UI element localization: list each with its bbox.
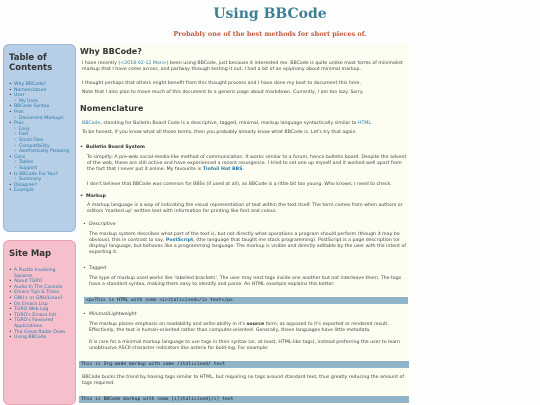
toc-item[interactable]: ◦ Tables (7, 160, 72, 166)
sitemap-item[interactable]: • A Puzzle Involving Squares (7, 268, 72, 279)
toc-item[interactable]: ◦ Compatibility (7, 144, 72, 150)
code-block-html: <p>This is HTML with some <i>italicised</i> text</p> (84, 297, 408, 304)
toc-item[interactable]: • Pros (7, 110, 72, 116)
minimal-paragraph-1 (89, 322, 407, 334)
sitemap-item[interactable]: • On Emacs Lisp (7, 302, 72, 308)
why-paragraph-2: I thought perhaps that others might benefit from this thought process and I have done my best to document this here. (82, 81, 361, 86)
text: . (371, 121, 373, 126)
sitemap-item[interactable]: • The Great Radar Oven (7, 330, 72, 336)
text: The markup system describes what part of the text is, but not directly what operations a program should perform (though it may be obvious), this in contrast to say, (89, 232, 400, 243)
sitemap-item[interactable]: • Emacs Tips & Tricks (7, 290, 72, 296)
site-map (3, 240, 76, 405)
toc-item[interactable]: ◦ Fast (7, 132, 72, 138)
sitemap-item[interactable]: • TGRO's Emacs Init (7, 313, 72, 319)
heading-why-bbcode: Why BBCode? (80, 47, 142, 56)
text: , standing for Bulletin Board Code is a descriptive, tagged, minimal, markup language syntactically similar to (100, 121, 358, 126)
bbs-paragraph-2: I don't believe that BBCode was common for BBSs (if used at all), as BBCode is a little bit too young. Who knows; I need to check. (87, 182, 392, 187)
why-paragraph-3: Note that I also plan to move much of this document to a generic page about markdown. Currently, I am too lazy. Sorry. (82, 90, 364, 95)
minimal-paragraph-2: It is rare for a minimal markup language to use tags in their syntax (or, at least, HTML-like tags), instead preferring the user to learn unobtrusive ASCII-character indicators like asterix for bold-ing. For example: (89, 340, 400, 351)
text: , (the language that taught me stack programming). PostScript is a page description (or display) language, but behaves like a programming language. The markup is visible and directly editable by the user with the intent of exporting it. (89, 238, 406, 255)
toc-heading: Table of Contents (9, 53, 53, 73)
postscript-link[interactable]: PostScript (165, 238, 194, 243)
sitemap-item[interactable]: • About TGRO (7, 279, 72, 285)
nom-paragraph-2: To be honest, if you know what all those terms, then you probably already know what BBCode is. Let's try that again. (82, 130, 357, 135)
term-minimal: • Minimal/Lightweight (89, 312, 136, 318)
toc-item[interactable]: • Disagree? (7, 183, 72, 189)
page-subtitle: Probably one of the best methods for short pieces of. (173, 30, 367, 38)
bbs-paragraph-1 (87, 155, 407, 173)
sitemap-list (7, 268, 72, 341)
markup-paragraph: A markup language is a way of indicating the visual representation of text within the text itself. The term comes from when authors or editors 'marked up' written text with information for printing like font and colour. (87, 203, 403, 214)
sitemap-item[interactable]: • TGRO's Favoured Applications (7, 318, 72, 329)
tagged-paragraph: The type of markup used works like 'labelled brackets'. The user may nest tags inside one another but not interleave them. The tags have a standard syntax, making them easy to identify and parse. An HTML example explains this better: (89, 276, 402, 287)
toc-item[interactable]: ◦ Easy (7, 127, 72, 133)
toc-list (7, 82, 72, 194)
term-descriptive: • Descriptive (89, 222, 116, 228)
term-tagged: • Tagged (89, 266, 106, 272)
toc-item[interactable]: • Pros (7, 121, 72, 127)
term-bbs: • Bulletin Board System (86, 145, 145, 151)
text: source (246, 322, 265, 327)
bbcode-paragraph: BBCode bucks the trend by having tags similar to HTML, but requiring no tags around standard text, thus greatly reducing the amount of tags required. (82, 375, 405, 386)
tinfoil-link[interactable]: Tinfoil Hat BBS (202, 167, 243, 172)
date-link[interactable]: <2018-02-12 Mon> (120, 61, 167, 66)
sitemap-item[interactable]: • Audio In The Console (7, 285, 72, 291)
toc-item[interactable]: ◦ Summary (7, 177, 72, 183)
text: . (242, 167, 244, 172)
page-title: Using BBCode (213, 6, 327, 22)
text: form, as opposed to it's exported or rendered result. Effectively, the text is human-oriented rather than computer-oriented. Generally, these languages have little metadata. (89, 322, 389, 333)
sitemap-item[interactable]: • Using BBCode (7, 335, 72, 341)
bbcode-link[interactable]: BBCode (82, 121, 101, 126)
toc-item[interactable]: ◦ Aesthetically Pleasing (7, 149, 72, 155)
text: To simplify: A pre-web social-media-like method of communication. It works similar to a forum, hence bulletin board. Despite the advent of the web, these are still active and have experienced a recent resurgence. I tried to set one up myself and it worked well apart from the fact that I never put it online. My favourite is (87, 155, 407, 172)
heading-nomenclature: Nomenclature (80, 104, 144, 113)
toc-item[interactable]: ◦ Small Files (7, 138, 72, 144)
table-of-contents (3, 44, 76, 232)
toc-item[interactable]: • Example (7, 188, 72, 194)
sitemap-item[interactable]: • TGRO Web Log (7, 307, 72, 313)
toc-item[interactable]: ◦ Support (7, 166, 72, 172)
toc-item[interactable]: • Why BBCode? (7, 82, 72, 88)
toc-item[interactable]: • User (7, 93, 72, 99)
sitemap-heading: Site Map (9, 249, 52, 259)
toc-item[interactable]: ◦ Document Markups (7, 116, 72, 122)
text: ) been using BBCode, just because it interested me. BBCode is quite unlike most forms of minimalist markup that I have come across, and partway through testing it out, I had a bit of an epiphany about minimal markup. (82, 61, 403, 72)
nom-paragraph-1 (82, 121, 407, 127)
toc-item[interactable]: ◦ My Uses (7, 99, 72, 105)
text: The markup places emphasis on readability and write-ability in it's (89, 322, 247, 327)
why-paragraph-1 (82, 61, 407, 73)
code-block-bbcode: This is BBCode markup with some [i]italicised[/i] text (79, 396, 409, 403)
text: I have recently ( (82, 61, 121, 66)
toc-item[interactable]: • Cons (7, 155, 72, 161)
code-block-org: This is Org-mode markup with some /italicised/ text (79, 361, 409, 368)
toc-item[interactable]: • Is BBCode For You? (7, 172, 72, 178)
sitemap-item[interactable]: • GNU+ or GNU/Linux? (7, 296, 72, 302)
descriptive-paragraph (89, 232, 407, 256)
toc-item[interactable]: • Nomenclature (7, 88, 72, 94)
html-link[interactable]: HTML (358, 121, 372, 126)
toc-item[interactable]: • BBCode Syntax (7, 104, 72, 110)
main-content (79, 44, 409, 405)
term-markup: • Markup (86, 194, 106, 200)
